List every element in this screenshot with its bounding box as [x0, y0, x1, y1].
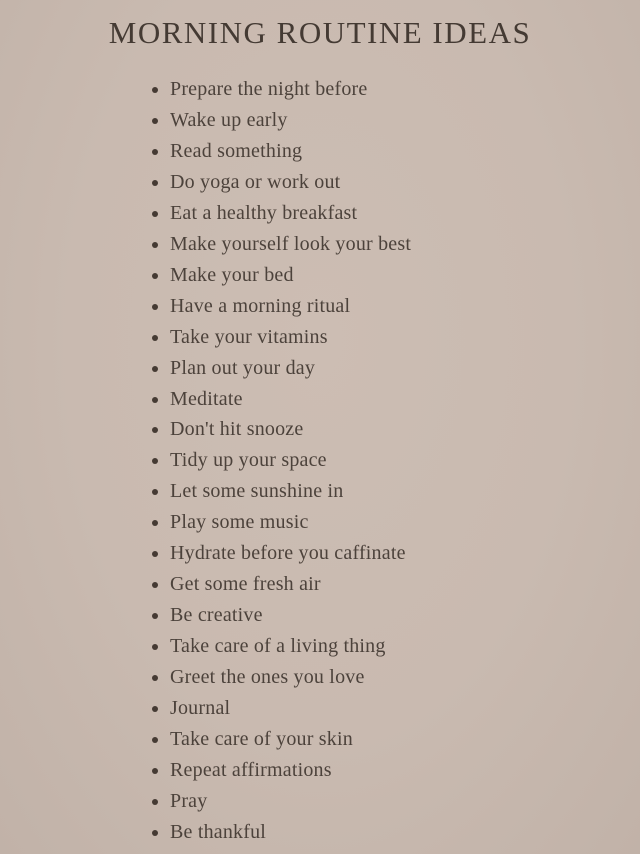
page-title: MORNING ROUTINE IDEAS	[108, 15, 532, 50]
list-item: Wake up early	[170, 105, 640, 136]
list-item: Take care of a living thing	[170, 631, 640, 662]
list-item: Make yourself look your best	[170, 229, 640, 260]
list-item: Be thankful	[170, 817, 640, 848]
list-item: Tidy up your space	[170, 445, 640, 476]
list-item: Hydrate before you caffinate	[170, 538, 640, 569]
list-item: Get some fresh air	[170, 569, 640, 600]
list-item: Meditate	[170, 384, 640, 415]
list-item: Journal	[170, 693, 640, 724]
list-item: Don't hit snooze	[170, 414, 640, 445]
list-item: Let some sunshine in	[170, 476, 640, 507]
list-item: Greet the ones you love	[170, 662, 640, 693]
list-item: Eat a healthy breakfast	[170, 198, 640, 229]
list-item: Be creative	[170, 600, 640, 631]
list-item: Have a morning ritual	[170, 291, 640, 322]
list-item: Repeat affirmations	[170, 755, 640, 786]
list-item: Take your vitamins	[170, 322, 640, 353]
list-item: Prepare the night before	[170, 74, 640, 105]
list-item: Play some music	[170, 507, 640, 538]
list-item: Make your bed	[170, 260, 640, 291]
list-item: Pray	[170, 786, 640, 817]
list-item: Take care of your skin	[170, 724, 640, 755]
list-item: Plan out your day	[170, 353, 640, 384]
list-item: Do yoga or work out	[170, 167, 640, 198]
list-item: Read something	[170, 136, 640, 167]
routine-list	[0, 74, 640, 848]
